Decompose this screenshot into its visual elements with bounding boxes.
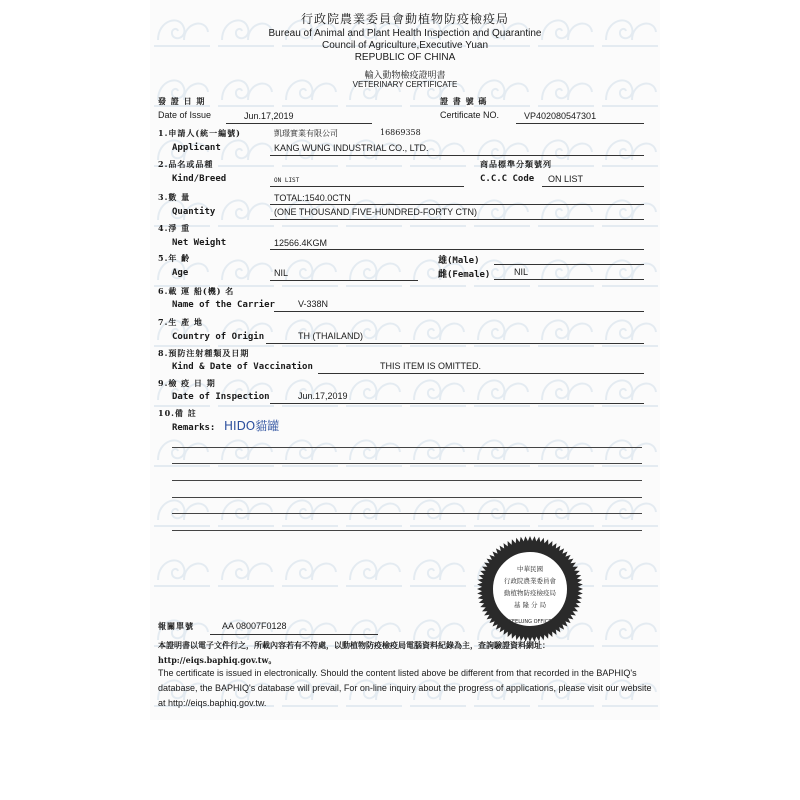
vaccination-label-en: Kind & Date of Vaccination [172, 362, 313, 372]
origin-label-zh: 7.生 產 地 [158, 317, 203, 327]
seal-text: 行政院農業委員會 [504, 577, 556, 585]
age-underline [270, 280, 418, 281]
certificate-title-zh: 輸入動物檢疫證明書 [364, 71, 446, 81]
ccc-label-zh: 商品標準分類號列 [480, 159, 552, 169]
sex-value: NIL [514, 267, 529, 277]
inspection-label-en: Date of Inspection [172, 392, 270, 402]
remarks-rule-line [172, 480, 642, 481]
net-weight-underline [270, 249, 644, 250]
council-title: Council of Agriculture,Executive Yuan [321, 40, 489, 51]
remarks-label-zh: 10.備 註 [158, 408, 197, 418]
origin-label-en: Country of Origin [172, 332, 265, 342]
net-weight-value: 12566.4KGM [274, 238, 328, 248]
remarks-rule-line [172, 530, 642, 531]
male-underline [494, 264, 644, 265]
applicant-name-en: KANG WUNG INDUSTRIAL CO., LTD. [274, 143, 429, 153]
carrier-label-zh: 6.載 運 船(機) 名 [158, 286, 235, 296]
female-label: 雌(Female) [438, 270, 491, 280]
remarks-rule-line [172, 513, 642, 514]
inspection-underline [270, 403, 644, 404]
net-weight-label-zh: 4.淨 重 [158, 223, 191, 233]
declaration-no-underline [210, 634, 378, 635]
ccc-underline [542, 186, 644, 187]
inspection-label-zh: 9.檢 疫 日 期 [158, 378, 216, 388]
applicant-underline [270, 155, 644, 156]
carrier-underline [274, 311, 644, 312]
ccc-value: ON LIST [548, 174, 584, 184]
declaration-no-value: AA 08007F0128 [222, 621, 287, 631]
seal-text: 動植物防疫檢疫局 [504, 589, 556, 597]
kind-value: ON LIST [274, 177, 300, 184]
vaccination-label-zh: 8.預防注射種類及日期 [158, 348, 250, 358]
certificate-no-underline [516, 123, 644, 124]
certificate-title-en: VETERINARY CERTIFICATE [352, 80, 458, 89]
vaccination-underline [318, 373, 644, 374]
age-label-zh: 5.年 齡 [158, 253, 191, 263]
quantity-underline-1 [270, 204, 644, 205]
issue-date-label-en: Date of Issue [158, 110, 212, 120]
origin-value: TH (THAILAND) [298, 331, 363, 341]
country-title: REPUBLIC OF CHINA [354, 52, 456, 63]
agency-title-zh: 行政院農業委員會動植物防疫檢疫局 [300, 12, 509, 26]
applicant-label-zh: 1.申請人(統一編號) [158, 128, 241, 138]
quantity-words: (ONE THOUSAND FIVE-HUNDRED-FORTY CTN) [274, 207, 478, 217]
applicant-name-zh: 凱璟實業有限公司 [274, 129, 338, 138]
origin-underline [266, 343, 644, 344]
remarks-rule-line [172, 447, 642, 448]
quantity-underline-2 [270, 219, 644, 220]
male-label: 雄(Male) [438, 256, 480, 266]
agency-title-en: Bureau of Animal and Plant Health Inspection and Quarantine [268, 28, 542, 39]
seal-text: 基 隆 分 局 [513, 601, 547, 609]
applicant-id: 16869358 [380, 128, 421, 137]
issue-date-underline [226, 123, 372, 124]
notice-zh: 本證明書以電子文件行之，所載內容若有不符處，以動植物防疫檢疫局電腦資料紀錄為主，查詢驗證資料網址：http://eiqs.baphiq.gov.tw。 [158, 640, 550, 665]
seal-text: 中華民國 [517, 565, 543, 573]
inspection-value: Jun.17,2019 [298, 391, 348, 401]
remarks-label-en: Remarks: [172, 423, 216, 433]
age-value: NIL [274, 268, 289, 278]
notice-en: The certificate is issued in electronically. Should the content listed above be different from that recorded in the BAPHIQ's database, the BAPHIQ's database will prevail, For on-line inquiry about the progress of applications, please visit our website at http://eiqs.baphiq.gov.tw. [158, 668, 652, 708]
issue-date-label-zh: 發 證 日 期 [158, 96, 206, 106]
remarks-rule-line [172, 497, 642, 498]
applicant-label-en: Applicant [172, 143, 221, 153]
female-underline [494, 279, 644, 280]
age-label-en: Age [172, 268, 189, 278]
quantity-label-en: Quantity [172, 207, 216, 217]
remarks-value: HIDO貓罐 [224, 419, 280, 433]
remarks-rule-line [172, 463, 642, 464]
net-weight-label-en: Net Weight [172, 238, 227, 248]
quantity-label-zh: 3.數 量 [158, 192, 191, 202]
kind-label-en: Kind/Breed [172, 174, 227, 184]
issue-date-value: Jun.17,2019 [244, 111, 294, 121]
carrier-value: V-338N [298, 299, 329, 309]
certificate-no-label-en: Certificate NO. [440, 110, 500, 120]
vaccination-value: THIS ITEM IS OMITTED. [380, 361, 481, 371]
certificate-no-value: VP402080547301 [524, 111, 597, 121]
ccc-label-en: C.C.C Code [480, 174, 535, 184]
kind-label-zh: 2.品名或品種 [158, 159, 214, 169]
certificate-no-label-zh: 證 書 號 碼 [440, 96, 488, 106]
kind-underline [270, 186, 464, 187]
carrier-label-en: Name of the Carrier [172, 300, 275, 310]
seal-ring-text: KEELUNG OFFICE [508, 619, 552, 625]
declaration-no-label: 報關單號 [158, 621, 194, 631]
official-seal [476, 535, 584, 643]
quantity-total: TOTAL:1540.0CTN [274, 193, 351, 203]
